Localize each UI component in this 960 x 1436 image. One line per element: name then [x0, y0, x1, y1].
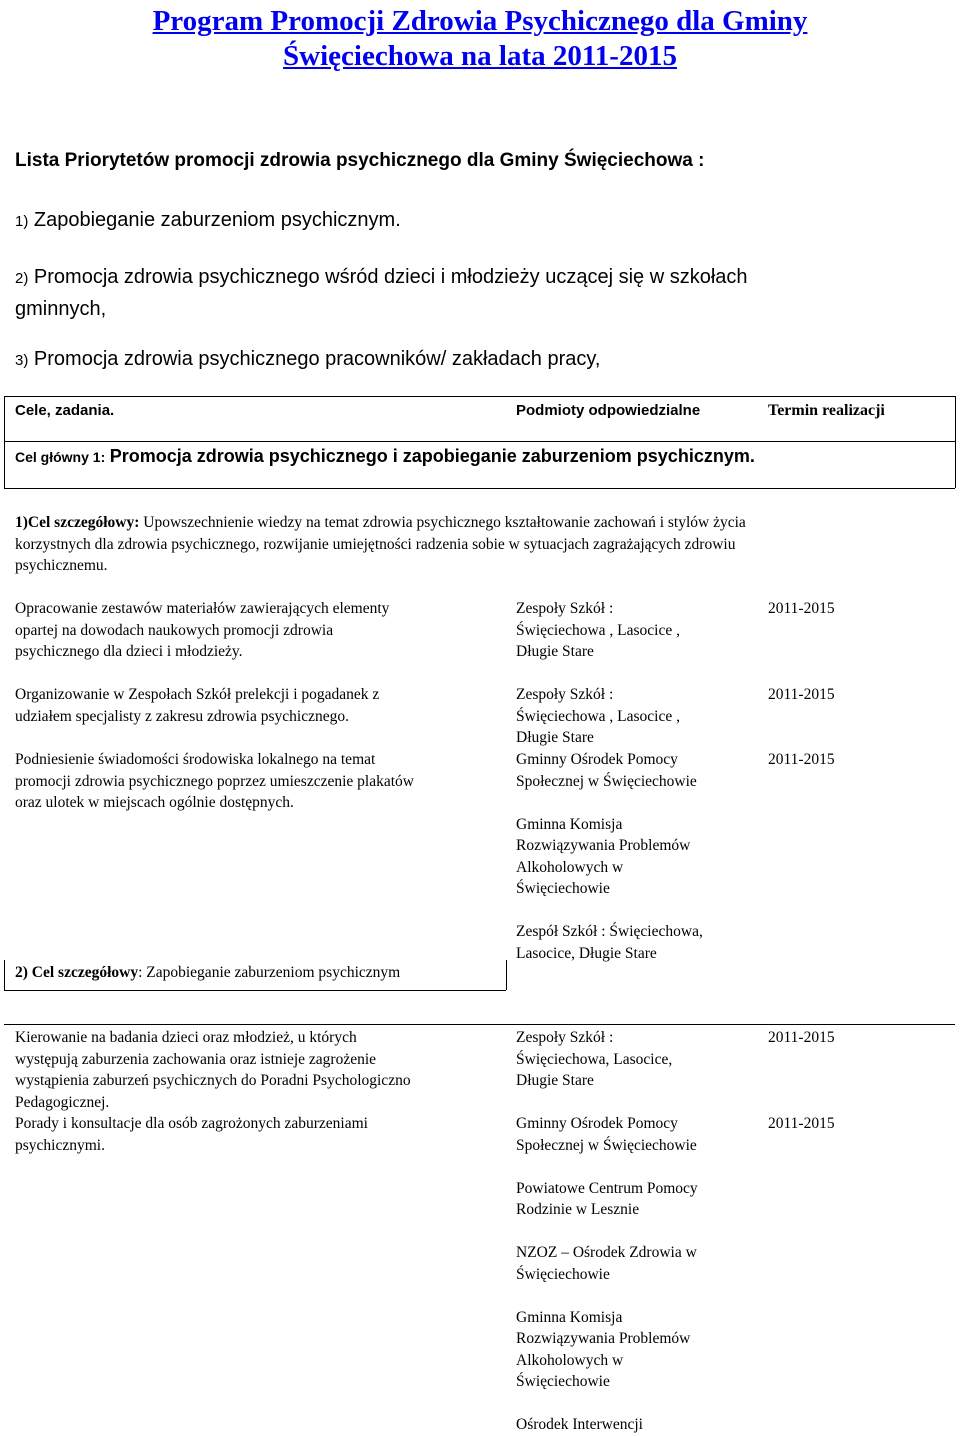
goal2-border-bottom — [4, 990, 506, 991]
goal1-line: korzystnych dla zdrowia psychicznego, rozwijanie umiejętności radzenia sobie w sytuacjach zagrażających zdrowiu — [15, 535, 736, 553]
document-title[interactable] — [0, 4, 960, 74]
title-line-1[interactable]: Program Promocji Zdrowia Psychicznego dla Gminy — [152, 5, 808, 37]
title-line-2[interactable]: Święciechowa na lata 2011-2015 — [283, 40, 677, 72]
task-1-2 — [15, 684, 485, 727]
priority-number: 1) — [15, 213, 29, 230]
entity-line: Rozwiązywania Problemów — [516, 837, 691, 854]
entity-line: Długie Stare — [516, 729, 594, 746]
entity-line: Zespoły Szkół : — [516, 686, 614, 703]
priority-text: Promocja zdrowia psychicznego pracowników/ zakładach pracy, — [33, 348, 601, 370]
entity-line: Gminny Ośrodek Pomocy — [516, 1115, 678, 1132]
entity-line: Gminna Komisja — [516, 1308, 623, 1326]
entity-line: Zespoły Szkół : — [516, 600, 614, 617]
entity-line: Społecznej w Święciechowie — [516, 772, 697, 790]
entity-line: Alkoholowych w — [516, 858, 624, 876]
entity-spacer — [516, 900, 746, 922]
goal2-label: 2) Cel szczegółowy — [15, 964, 139, 981]
goal2-text: : Zapobieganie zaburzeniom psychicznym — [138, 964, 401, 981]
entity-line: Długie Stare — [516, 643, 594, 660]
entity-line: Zespoły Szkół : — [516, 1029, 614, 1046]
term-2-1: 2011-2015 — [768, 1029, 835, 1046]
entity-line: Ośrodek Interwencji — [516, 1416, 643, 1433]
entity-2-2 — [516, 1113, 746, 1436]
task-line: psychicznego dla dzieci i młodzieży. — [15, 643, 243, 660]
task-line: oraz ulotek w miejscach ogólnie dostępnych. — [15, 794, 294, 811]
task-1-1 — [15, 598, 485, 663]
entity-spacer — [516, 1393, 746, 1415]
entity-1-2 — [516, 684, 746, 749]
entity-line: Święciechowie — [516, 880, 610, 897]
task-2-2 — [15, 1113, 485, 1156]
term-1-3: 2011-2015 — [768, 751, 835, 768]
priority-item-1 — [15, 205, 401, 237]
goal2-border-left — [4, 960, 5, 990]
task-line: Kierowanie na badania dzieci oraz młodzież, u których — [15, 1029, 357, 1046]
task-line: wystąpienia zaburzeń psychicznych do Poradni Psychologiczno — [15, 1072, 411, 1089]
table-border-top — [4, 396, 955, 397]
term-1-1: 2011-2015 — [768, 600, 835, 617]
priorities-heading: Lista Priorytetów promocji zdrowia psychicznego dla Gminy Święciechowa : — [15, 150, 705, 171]
entity-1-1 — [516, 598, 746, 663]
entity-line: Gminny Ośrodek Pomocy — [516, 751, 678, 768]
entity-spacer — [516, 792, 746, 814]
entity-line: Rodzinie w Lesznie — [516, 1201, 640, 1218]
tasks2-border-top — [4, 1024, 955, 1025]
entity-line: NZOZ – Ośrodek Zdrowia w — [516, 1244, 697, 1261]
entity-line: Święciechowie — [516, 1265, 610, 1283]
header-goals: Cele, zadania. — [15, 402, 115, 419]
goal2-border-right — [506, 960, 507, 990]
priority-number: 3) — [15, 352, 29, 369]
task-line: Organizowanie w Zespołach Szkół prelekcji i pogadanek z — [15, 686, 380, 703]
main-goal-text: Promocja zdrowia psychicznego i zapobieganie zaburzeniom psychicznym. — [109, 446, 755, 466]
term-1-2: 2011-2015 — [768, 686, 835, 703]
main-goal — [15, 446, 755, 467]
entity-line: Lasocice, Długie Stare — [516, 944, 657, 962]
header-term: Termin realizacji — [768, 402, 885, 419]
task-line: psychicznymi. — [15, 1136, 105, 1154]
task-1-3 — [15, 749, 485, 814]
priority-number: 2) — [15, 270, 29, 287]
entity-line: Długie Stare — [516, 1072, 594, 1089]
goal2-description — [15, 962, 505, 984]
entity-line: Święciechowa , Lasocice , — [516, 707, 680, 725]
goal1-line: psychicznemu. — [15, 557, 108, 574]
goal1-line: Upowszechnienie wiedzy na temat zdrowia psychicznego kształtowanie zachowań i stylów życia — [143, 514, 746, 531]
entity-line: Święciechowa, Lasocice, — [516, 1050, 673, 1068]
entity-line: Święciechowie — [516, 1373, 610, 1390]
entity-line: Alkoholowych w — [516, 1351, 624, 1369]
entity-2-1 — [516, 1027, 746, 1092]
priority-item-3 — [15, 344, 600, 376]
entity-line: Święciechowa , Lasocice , — [516, 621, 680, 639]
entity-spacer — [516, 1156, 746, 1178]
header-entities: Podmioty odpowiedzialne — [516, 402, 701, 419]
task-line: Pedagogicznej. — [15, 1093, 110, 1111]
task-line: udziałem specjalisty z zakresu zdrowia psychicznego. — [15, 707, 349, 725]
priority-text: Zapobieganie zaburzeniom psychicznym. — [33, 209, 401, 231]
task-line: Porady i konsultacje dla osób zagrożonych zaburzeniami — [15, 1115, 368, 1132]
priority-item-2 — [15, 262, 748, 324]
priority-text-cont: gminnych, — [15, 298, 107, 320]
entity-1-3 — [516, 749, 746, 964]
task-line: Opracowanie zestawów materiałów zawierających elementy — [15, 600, 390, 617]
goal1-description — [15, 512, 945, 577]
task-line: występują zaburzenia zachowania oraz istnieje zagrożenie — [15, 1050, 377, 1068]
entity-spacer — [516, 1285, 746, 1307]
goal1-label: 1)Cel szczegółowy: — [15, 514, 140, 531]
entity-line: Powiatowe Centrum Pomocy — [516, 1179, 698, 1197]
entity-spacer — [516, 1221, 746, 1243]
main-goal-label: Cel główny 1: — [15, 449, 106, 465]
entity-line: Zespół Szkół : Święciechowa, — [516, 923, 703, 940]
term-2-2: 2011-2015 — [768, 1115, 835, 1132]
priority-text: Promocja zdrowia psychicznego wśród dzieci i młodzieży uczącej się w szkołach — [33, 266, 748, 288]
table-header-divider — [4, 441, 955, 442]
entity-line: Gminna Komisja — [516, 815, 623, 833]
entity-line: Rozwiązywania Problemów — [516, 1330, 691, 1347]
table-border-left — [4, 396, 5, 488]
table-border-right — [955, 396, 956, 488]
task-line: promocji zdrowia psychicznego poprzez umieszczenie plakatów — [15, 772, 414, 790]
entity-line: Społecznej w Święciechowie — [516, 1136, 697, 1154]
task-line: Podniesienie świadomości środowiska lokalnego na temat — [15, 751, 376, 768]
table-main-goal-divider — [4, 488, 955, 489]
task-2-1 — [15, 1027, 485, 1113]
task-line: opartej na dowodach naukowych promocji zdrowia — [15, 621, 334, 639]
